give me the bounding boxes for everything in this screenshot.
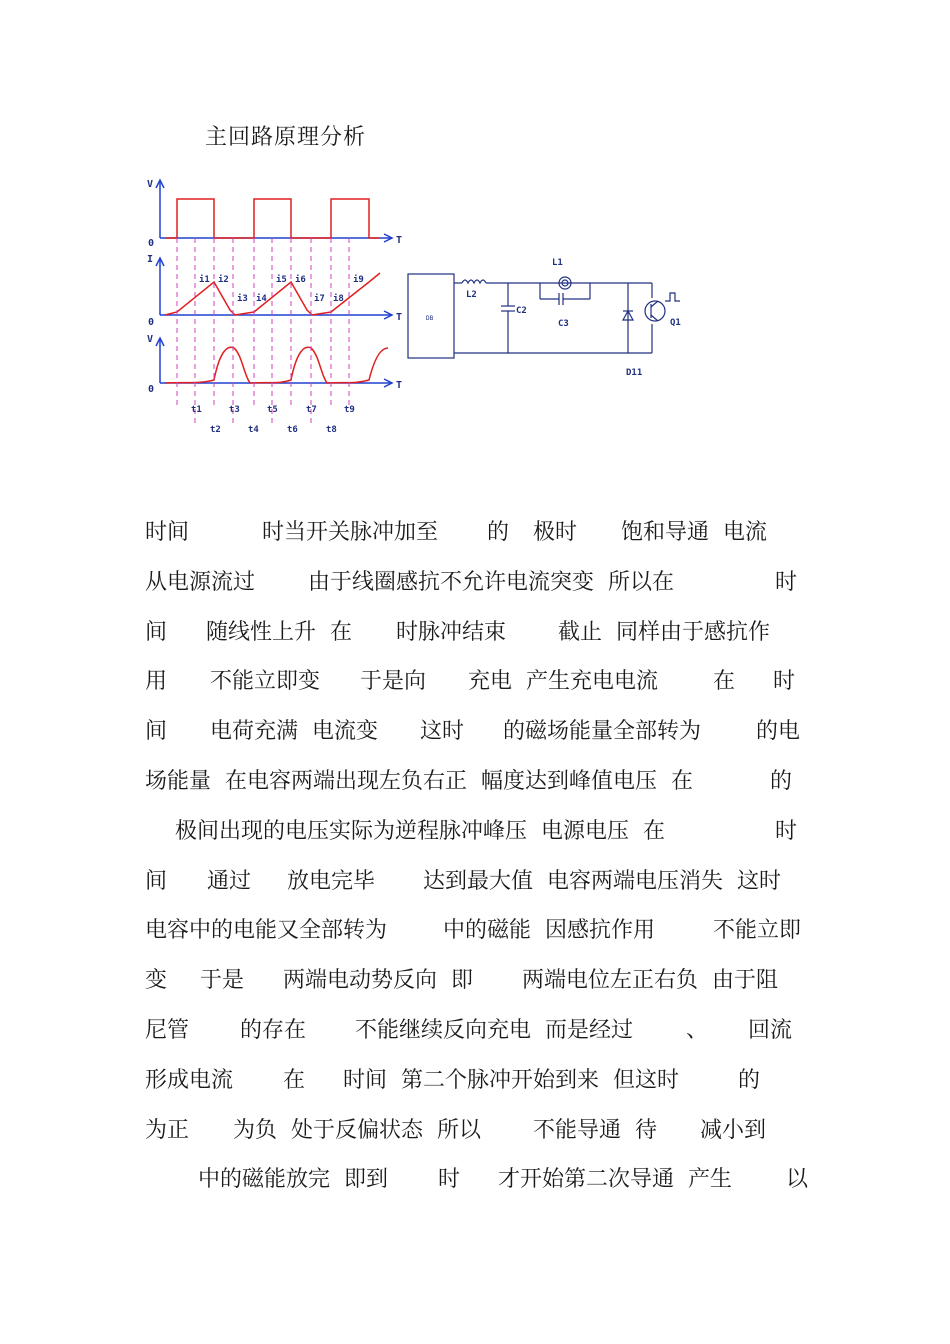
time-label: t1	[191, 405, 202, 415]
text-line	[0, 867, 950, 917]
text-segment: 为负 处于反偏状态 所以	[233, 1117, 481, 1143]
text-segment: 饱和导通 电流	[621, 520, 767, 545]
text-line	[0, 568, 950, 618]
text-segment: 变	[145, 968, 168, 994]
text-segment: 在	[713, 669, 736, 695]
text-segment: 时	[438, 1167, 461, 1193]
axis-label-i: I	[147, 254, 154, 265]
current-axis	[156, 258, 392, 319]
collector-voltage-wave	[165, 347, 388, 383]
axis-label-t-bottom: T	[396, 380, 403, 391]
text-segment: 在	[283, 1067, 306, 1093]
circuit-schematic	[408, 274, 680, 358]
circuit-label-d11: D11	[626, 368, 643, 378]
text-line	[0, 518, 950, 568]
text-segment: 极间出现的电压实际为逆程脉冲峰压 电源电压 在	[175, 818, 665, 844]
current-label: i3	[237, 294, 248, 304]
text-segment: 才开始第二次导通 产生	[498, 1167, 732, 1193]
text-segment: 场能量 在电容两端出现左负右正 幅度达到峰值电压 在	[145, 769, 693, 794]
text-segment: 以	[786, 1167, 809, 1193]
text-segment: 用	[145, 669, 168, 695]
text-segment: 不能继续反向充电 而是经过	[355, 1018, 633, 1043]
text-segment: 这时	[420, 719, 465, 745]
text-line	[0, 966, 950, 1016]
text-segment: 时	[773, 669, 796, 695]
text-line	[0, 1116, 950, 1166]
text-segment: 的电	[756, 719, 801, 745]
current-label: i5	[276, 275, 287, 285]
text-segment: 电容中的电能又全部转为	[145, 918, 388, 944]
text-segment: 时脉冲结束	[396, 619, 507, 645]
page-heading: 主回路原理分析	[205, 125, 367, 150]
circuit-label-l1: L1	[552, 258, 563, 268]
text-segment: 时当开关脉冲加至	[262, 520, 439, 545]
text-segment: 由于线圈感抗不允许电流突变 所以在	[308, 569, 674, 595]
circuit-label-c3: C3	[558, 319, 569, 329]
time-label: t9	[344, 405, 355, 415]
current-label: i1	[199, 275, 210, 285]
text-segment: 形成电流	[145, 1067, 234, 1093]
text-segment: 的磁场能量全部转为	[503, 719, 702, 745]
text-segment: 回流	[748, 1018, 793, 1043]
text-line	[0, 667, 950, 717]
text-segment: 时	[775, 818, 798, 844]
text-segment: 时间	[145, 520, 190, 545]
circuit-label-l2: L2	[466, 290, 477, 300]
text-segment: 尼管	[145, 1018, 190, 1043]
voltage-axis-bottom	[156, 338, 392, 387]
text-segment: 于是向	[360, 669, 427, 695]
text-segment: 截止 同样由于感抗作	[558, 619, 770, 645]
waveform-circuit-figure	[140, 170, 700, 440]
text-segment: 随线性上升 在	[206, 619, 352, 645]
time-marker-lines	[177, 238, 349, 425]
text-segment: 不能立即变	[210, 669, 321, 695]
text-segment: 的	[738, 1067, 761, 1093]
text-line	[0, 916, 950, 966]
current-label: i4	[256, 294, 267, 304]
text-line	[0, 817, 950, 867]
text-segment: 通过	[207, 868, 252, 894]
text-segment: 电荷充满 电流变	[210, 719, 378, 745]
axis-label-zero-top: 0	[148, 238, 155, 249]
voltage-axis-top	[156, 180, 392, 242]
text-line	[0, 1016, 950, 1066]
text-segment: 的	[770, 769, 793, 794]
text-segment: 时	[775, 569, 798, 595]
axis-label-v-bottom: V	[147, 334, 154, 345]
current-label: i6	[295, 275, 306, 285]
time-label: t4	[248, 425, 259, 435]
text-segment: 达到最大值 电容两端电压消失 这时	[423, 868, 781, 894]
axis-label-t-mid: T	[396, 312, 403, 323]
time-label: t2	[210, 425, 221, 435]
text-segment: 减小到	[700, 1117, 767, 1143]
text-segment: 的存在	[240, 1018, 307, 1043]
text-segment: 从电源流过	[145, 569, 256, 595]
text-line	[0, 767, 950, 817]
axis-label-t-top: T	[396, 235, 403, 246]
text-line	[0, 717, 950, 767]
text-segment: 间	[145, 619, 168, 645]
text-segment: 两端电位左正右负 由于阻	[522, 968, 778, 994]
text-line	[0, 1165, 950, 1215]
text-segment: 两端电动势反向 即	[283, 968, 473, 994]
current-label: i8	[333, 294, 344, 304]
axis-label-v-top: V	[147, 179, 154, 190]
text-segment: 放电完毕	[287, 868, 376, 894]
text-segment: 为正	[145, 1117, 190, 1143]
circuit-label-q1: Q1	[670, 318, 681, 328]
text-segment: 极时	[533, 520, 578, 545]
current-label: i9	[353, 275, 364, 285]
text-segment: 、	[686, 1018, 709, 1043]
text-segment: 中的磁能 因感抗作用	[443, 918, 655, 944]
text-segment: 间	[145, 868, 168, 894]
circuit-label-c2: C2	[516, 306, 527, 316]
time-label: t5	[267, 405, 278, 415]
axis-label-zero-mid: 0	[148, 317, 155, 328]
current-label: i2	[218, 275, 229, 285]
text-segment: 间	[145, 719, 168, 745]
text-segment: 不能立即	[713, 918, 802, 944]
time-label: t6	[287, 425, 298, 435]
time-label: t7	[306, 405, 317, 415]
text-line	[0, 1066, 950, 1116]
text-segment: 中的磁能放完 即到	[198, 1167, 388, 1193]
time-label: t8	[326, 425, 337, 435]
circuit-label-rect: DB	[426, 315, 434, 322]
text-segment: 时间 第二个脉冲开始到来 但这时	[343, 1067, 679, 1093]
text-line	[0, 618, 950, 668]
text-segment: 的	[487, 520, 510, 545]
text-segment: 充电 产生充电电流	[468, 669, 658, 695]
text-segment: 不能导通 待	[533, 1117, 657, 1143]
axis-label-zero-bottom: 0	[148, 384, 155, 395]
text-segment: 于是	[200, 968, 245, 994]
time-label: t3	[229, 405, 240, 415]
current-label: i7	[314, 294, 325, 304]
drive-pulse-wave	[165, 199, 380, 238]
